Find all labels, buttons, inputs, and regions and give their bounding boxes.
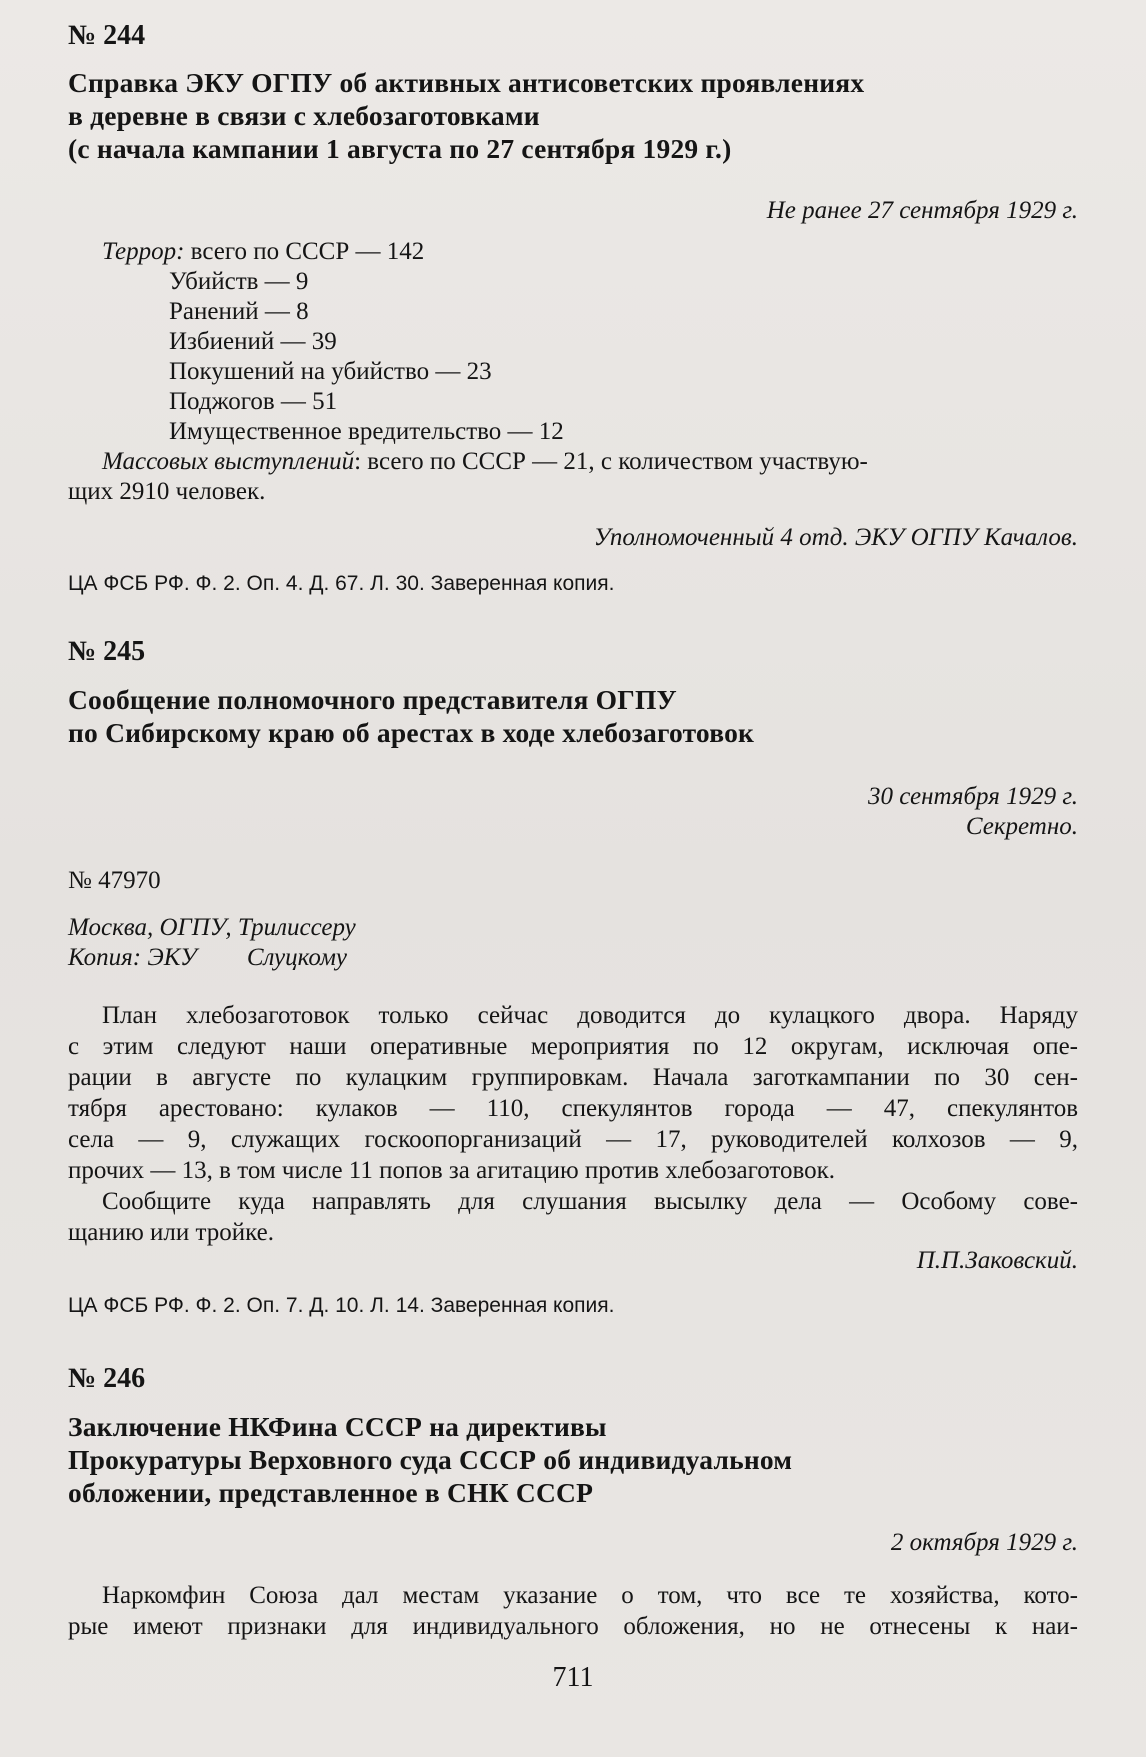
doc-245-title — [68, 683, 754, 749]
doc-245-secret: Секретно. — [965, 813, 1078, 840]
paragraph-line: щанию или тройке. — [68, 1219, 274, 1246]
doc-246-number: № 246 — [68, 1363, 146, 1394]
stat-line: Ранений — 8 — [169, 298, 309, 325]
copy-label: Копия: ЭКУ — [68, 944, 197, 971]
doc-245-signature: П.П.Заковский. — [916, 1247, 1078, 1274]
mass-label: Массовых выступлений — [102, 448, 355, 475]
paragraph-line: рые имеют признаки для индивидуального обложения, но не отнесены к наи- — [68, 1613, 1078, 1640]
stat-line: Поджогов — 51 — [169, 388, 338, 415]
doc-244-date: Не ранее 27 сентября 1929 г. — [766, 197, 1078, 224]
paragraph-line: Наркомфин Союза дал местам указание о том, что все те хозяйства, кото- — [102, 1582, 1078, 1609]
doc-245-date: 30 сентября 1929 г. — [867, 783, 1078, 810]
mass-line-2: щих 2910 человек. — [68, 478, 266, 505]
stat-line: Избиений — 39 — [169, 328, 337, 355]
mass-line — [102, 447, 868, 477]
mass-text: : всего по СССР — 21, с количеством участвую- — [354, 448, 868, 475]
doc-245-paragraph-2 — [68, 1186, 1078, 1248]
doc-246-title-line: обложении, представленное в СНК СССР — [68, 1477, 594, 1508]
doc-244-source: ЦА ФСБ РФ. Ф. 2. Оп. 4. Д. 67. Л. 30. Заверенная копия. — [68, 572, 615, 595]
paragraph-line: Сообщите куда направлять для слушания высылку дела — Особому сове- — [102, 1188, 1078, 1215]
stat-line: Покушений на убийство — 23 — [169, 358, 492, 385]
doc-245-addressee: Москва, ОГПУ, Трилиссеру — [68, 914, 356, 941]
doc-246-date: 2 октября 1929 г. — [890, 1529, 1078, 1556]
doc-245-source: ЦА ФСБ РФ. Ф. 2. Оп. 7. Д. 10. Л. 14. Заверенная копия. — [68, 1294, 615, 1317]
doc-244-title — [68, 66, 864, 165]
doc-244-title-line: Справка ЭКУ ОГПУ об активных антисоветских проявлениях — [68, 67, 865, 98]
doc-246-title-line: Прокуратуры Верховного суда СССР об индивидуальном — [68, 1444, 793, 1475]
page-number: 711 — [552, 1662, 594, 1693]
paragraph-line: прочих — 13, в том числе 11 попов за агитацию против хлебозаготовок. — [68, 1157, 835, 1184]
doc-245-number: № 245 — [68, 636, 146, 667]
doc-245-title-line: Сообщение полномочного представителя ОГПУ — [68, 684, 677, 715]
terror-line — [102, 237, 424, 267]
doc-244-signature: Уполномоченный 4 отд. ЭКУ ОГПУ Качалов. — [593, 524, 1078, 551]
paragraph-line: рации в августе по кулацким группировкам. Начала заготкампании по 30 сен- — [68, 1064, 1078, 1091]
paragraph-line: тября арестовано: кулаков — 110, спекулянтов города — 47, спекулянтов — [68, 1095, 1078, 1122]
doc-244-number: № 244 — [68, 20, 146, 51]
doc-244-title-line: в деревне в связи с хлебозаготовками — [68, 100, 540, 131]
terror-total: всего по СССР — 142 — [190, 238, 425, 265]
stat-line: Имущественное вредительство — 12 — [169, 418, 564, 445]
stat-line: Убийств — 9 — [169, 268, 309, 295]
doc-245-paragraph-1 — [68, 1000, 1078, 1186]
doc-245-ref-number: № 47970 — [68, 867, 161, 894]
copy-name: Слуцкому — [246, 944, 347, 971]
terror-label: Террор: — [102, 238, 185, 265]
paragraph-line: с этим следуют наши оперативные мероприятия по 12 округам, исключая опе- — [68, 1033, 1078, 1060]
doc-245-copy — [68, 943, 347, 973]
doc-245-title-line: по Сибирскому краю об арестах в ходе хлебозаготовок — [68, 717, 755, 748]
paragraph-line: села — 9, служащих госкоопорганизаций — 17, руководителей колхозов — 9, — [68, 1126, 1078, 1153]
paragraph-line: План хлебозаготовок только сейчас доводится до кулацкого двора. Наряду — [102, 1002, 1078, 1029]
doc-246-paragraph-1 — [68, 1580, 1078, 1642]
doc-244-title-line: (с начала кампании 1 августа по 27 сентября 1929 г.) — [68, 133, 732, 164]
doc-246-title-line: Заключение НКФина СССР на директивы — [68, 1411, 607, 1442]
doc-246-title — [68, 1410, 792, 1509]
